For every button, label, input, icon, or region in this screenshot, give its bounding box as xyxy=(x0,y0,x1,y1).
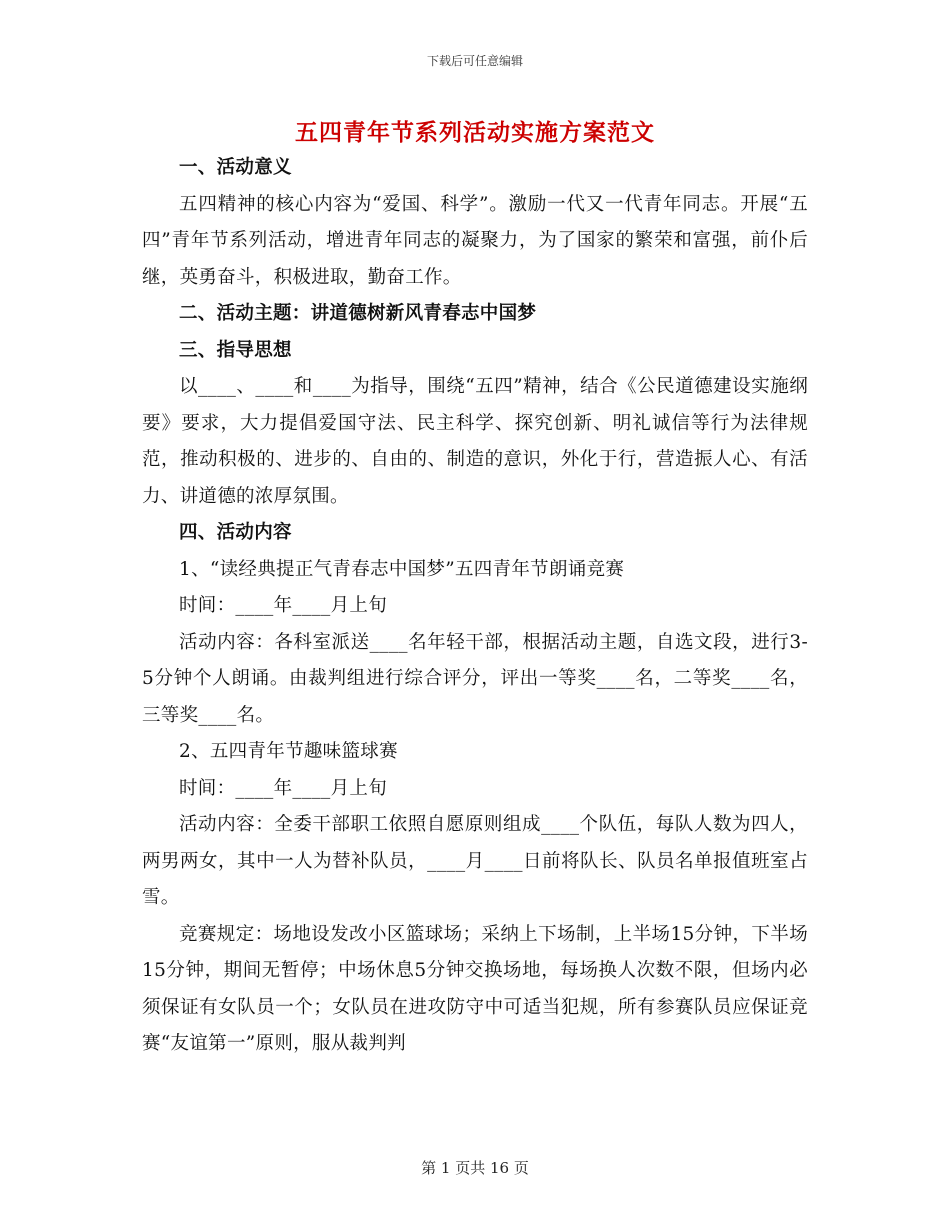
paragraph: 竞赛规定：场地设发改小区篮球场；采纳上下场制，上半场15分钟，下半场15分钟，期间无暂停；中场休息5分钟交换场地，每场换人次数不限，但场内必须保证有女队员一个；女队员在进攻防守中可适当犯规，所有参赛队员应保证竞赛“友谊第一”原则，服从裁判判 xyxy=(142,923,808,1054)
paragraph: 活动内容：全委干部职工依照自愿原则组成____个队伍，每队人数为四人，两男两女，其中一人为替补队员，____月____日前将队长、队员名单报值班室占雪。 xyxy=(142,814,808,908)
page-header-note: 下载后可任意编辑 xyxy=(426,54,523,68)
paragraph: 时间：____年____月上旬 xyxy=(179,777,388,799)
section-heading: 二、活动主题：讲道德树新风青春志中国梦 xyxy=(179,303,537,324)
paragraph: 活动内容：各科室派送____名年轻干部，根据活动主题，自选文段，进行3-5分钟个人朗诵。由裁判组进行综合评分，评出一等奖____名，二等奖____名，三等奖____名。 xyxy=(142,631,808,726)
paragraph: 1、“读经典提正气青春志中国梦”五四青年节朗诵竞赛 xyxy=(179,558,625,580)
page-footer-number: 第 1 页共 16 页 xyxy=(421,1159,529,1177)
section-heading: 三、指导思想 xyxy=(179,339,292,361)
section-heading: 一、活动意义 xyxy=(179,157,292,178)
paragraph: 以____、____和____为指导，围绕“五四”精神，结合《公民道德建设实施纲要》要求，大力提倡爱国守法、民主科学、探究创新、明礼诚信等行为法律规范，推动积极的、进步的、自由的、制造的意识，外化于行，营造振人心、有活力、讲道德的浓厚氛围。 xyxy=(142,376,808,507)
paragraph: 2、五四青年节趣味篮球赛 xyxy=(179,741,398,762)
paragraph: 五四精神的核心内容为“爱国、科学”。激励一代又一代青年同志。开展“五四”青年节系列活动，增进青年同志的凝聚力，为了国家的繁荣和富强，前仆后继，英勇奋斗，积极进取，勤奋工作。 xyxy=(142,193,808,288)
document-title: 五四青年节系列活动实施方案范文 xyxy=(295,119,655,146)
paragraph: 时间：____年____月上旬 xyxy=(179,595,388,616)
document-body xyxy=(142,150,808,1063)
section-heading: 四、活动内容 xyxy=(179,522,292,543)
